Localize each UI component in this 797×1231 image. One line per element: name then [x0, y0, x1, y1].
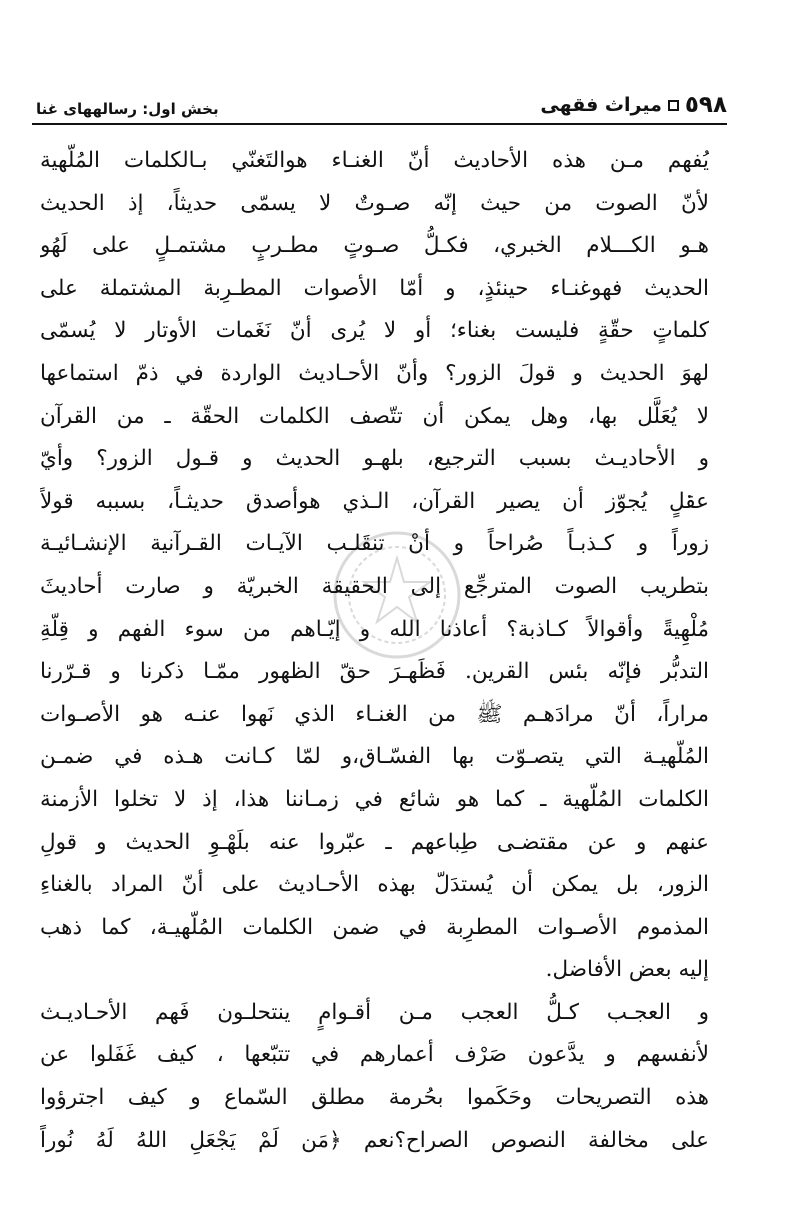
text-line: مراراً، أنّ مرادَهـم ﷺ من الغنـاء الذي نَهوا عنـه هو الأصـوات	[40, 701, 709, 727]
square-ornament-icon	[668, 100, 679, 111]
text-line: زوراً و كـذبـاً صُراحاً و أنْ تنقَلـب الآيـات القـرآنية الإنشـائيـة	[40, 531, 709, 557]
text-line: يُفهم مـن هذه الأحاديث أنّ الغنـاء هوالتَغنّي بـالكلمات المُلّهية	[40, 148, 709, 173]
running-header	[32, 84, 727, 118]
text-line: لا يُعَلَّل بها، وهل يمكن أن تتّصف الكلمات الحقّة ـ من القرآن	[40, 403, 709, 429]
text-line: بتطريب الصوت المترجِّع إلى الحقيقة الخبريّة و صارت أحاديثَ	[40, 573, 709, 599]
text-line: مُلْهِيةً وأقوالاً كـاذبة؟ أعاذنا الله و إيّـاهم من سوء الفهم و قِلّةِ	[40, 616, 709, 642]
text-line: عقلٍ يُجوّز أن يصير القرآن، الـذي هوأصدق حديثـاً، بسببه قولاً	[40, 488, 709, 514]
text-line: و العجـب كـلُّ العجب مـن أقـوامٍ ينتحلـون فَهم الأحـاديـث	[40, 999, 709, 1025]
text-line: المذموم الأصـوات المطرِبة في ضمن الكلمات المُلّهيـة، كما ذهب	[40, 914, 709, 940]
text-line: هذه التصريحات وحَكَموا بحُرمة مطلق السّماع و كيف اجترؤوا	[40, 1085, 709, 1111]
text-line: إليه بعض الأفاضل.	[545, 957, 709, 983]
section-title: بخش اول: رسالههای غنا	[36, 100, 219, 118]
text-line: عنهم و عن مقتضـى طِباعهم ـ عبّروا عنه بلَهْـوِ الحديث و قولِ	[40, 829, 709, 855]
text-line: الحديث فهوغنـاء حينئذٍ، و أمّا الأصوات المطـرِبة المشتملة على	[40, 275, 709, 301]
text-line: الزور، بل يمكن أن يُستدَلّ بهذه الأحـاديث على أنّ المراد بالغناءِ	[40, 872, 709, 898]
text-line: لهوَ الحديث و قولَ الزور؟ وأنّ الأحـاديث الواردة في ذمّ استماعها	[40, 360, 709, 386]
text-line: و الأحاديـث بسبب الترجيع، بلهـو الحديث و قـول الزور؟ وأيّ	[40, 446, 709, 472]
body-text	[40, 140, 709, 1162]
header-page-info	[540, 92, 727, 118]
page-number: ٥٩٨	[684, 92, 727, 118]
text-line: لأنّ الصوت من حيث إنّه صـوتٌ لا يسمّى حديثاً، إذ الحديث	[40, 190, 709, 216]
text-line: لأنفسهم و يدَّعون صَرْف أعمارهم في تتبّعها ، كيف غَفَلوا عن	[40, 1042, 709, 1068]
header-divider	[32, 123, 727, 125]
text-line: المُلّهيـة التي يتصـوّت بها الفسّـاق،و لمّا كـانت هـذه في ضمـن	[40, 744, 709, 770]
text-line: هـو الكـــلام الخبري، فكـلُّ صـوتٍ مطـربٍ مشتمـلٍ على لَهُو	[40, 233, 709, 259]
text-line: التدبُّر فإنّه بئس القرين. فَظَهـرَ حقّ الظهور ممّـا ذكرنا و قـرّرنا	[40, 659, 709, 685]
text-line: على مخالفة النصوص الصراح؟نعم ﴿مَن لَمْ يَجْعَلِ اللهُ لَهُ نُوراً	[40, 1127, 709, 1153]
text-line: كلماتٍ حقّةٍ فليست بغناء؛ أو لا يُرى أنّ نَغَمات الأوتار لا يُسمّى	[40, 318, 709, 344]
text-line: الكلمات المُلّهية ـ كما هو شائع في زمـاننا هذا، إذ لا تخلوا الأزمنة	[40, 786, 709, 812]
book-title: میراث فقهی	[540, 94, 662, 116]
